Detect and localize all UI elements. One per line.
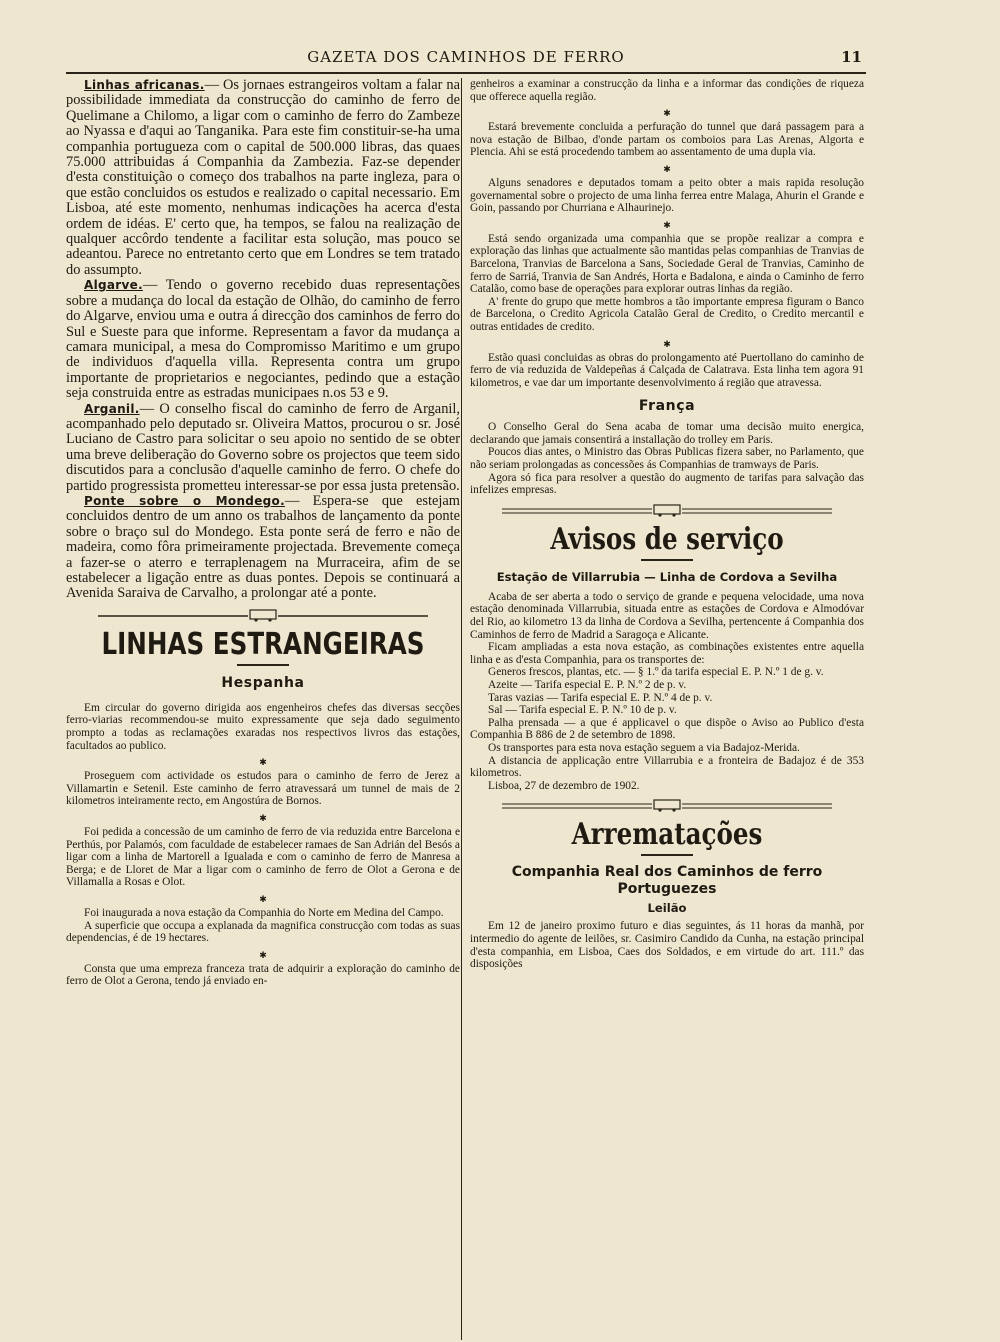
news-paragraph: Foi inaugurada a nova estação da Companhia do Norte em Medina del Campo. — [84, 906, 444, 919]
news-paragraph: genheiros a examinar a construcção da linha e a informar das condições de riqueza que offerece aquella região. — [470, 78, 864, 103]
train-ornament-icon — [502, 798, 832, 812]
news-paragraph: Sal — Tarifa especial E. P. N.º 10 de p. v. — [488, 704, 677, 717]
page-header — [66, 46, 866, 74]
news-paragraph: O Conselho Geral do Sena acaba de tomar uma decisão muito energica, declarando que jamais consentirá a installação do trolley em Paris. — [470, 421, 864, 446]
news-paragraph: Agora só fica para resolver a questão do augmento de tarifas para salvação das infelizes empresas. — [470, 471, 864, 497]
news-paragraph: A' frente do grupo que mette hombros a tão importante empresa figuram o Banco de Barcelona, o Credito Agricola Catalão Geral de Credito, o Credito mercantil e outras entidades de credito. — [470, 295, 864, 333]
subhead-hespanha: Hespanha — [221, 674, 305, 691]
subhead-estacao-villarrubia: Estação de Villarrubia — Linha de Cordova a Sevilha — [496, 569, 838, 584]
asterisk-separator: ✱ — [663, 109, 671, 120]
subhead-leilao: Leilão — [647, 901, 687, 916]
short-rule — [641, 854, 693, 856]
publication-title: GAZETA DOS CAMINHOS DE FERRO — [307, 48, 625, 66]
news-paragraph: Taras vazias — Tarifa especial E. P. N.º 4 de p. v. — [488, 691, 713, 704]
asterisk-separator: ✱ — [663, 164, 671, 175]
asterisk-separator: ✱ — [663, 220, 671, 231]
dateline: Lisboa, 27 de dezembro de 1902. — [488, 779, 640, 792]
runin-heading: Arganil. — [84, 401, 140, 416]
right-column — [470, 78, 864, 971]
news-paragraph: A superficie que occupa a explanada da magnifica construcção com todas as suas dependencias, é de 19 hectares. — [66, 919, 460, 945]
page-number: 11 — [841, 48, 862, 66]
runin-heading: Linhas africanas. — [84, 78, 205, 92]
article-algarve: Algarve.— Tendo o governo recebido duas representações sobre a mudança do local da estação de Olhão, do caminho de ferro do Algarve, enviou uma e outra á direcção dos caminhos de ferro do Sul e Sueste para que informe. Representam a favor da mudança a camara municipal, a mesa do Compromisso Maritimo e um grupo de individuos d'aquella villa. Representa contra um grupo importante de proprietarios e negociantes, pedindo que a estação seja construida entre as estradas municipaes n.os 53 e 9. — [66, 277, 460, 402]
runin-heading: Algarve. — [84, 278, 143, 293]
article-arganil: Arganil.— O conselho fiscal do caminho de ferro de Arganil, acompanhado pelo deputado sr. Oliveira Mattos, procurou o sr. José Luciano de Castro para solicitar o seu apoio no sentido de se obter uma breve deliberação do Governo sobre os projectos que teem sido discutidos para a conclusão d'aquelle caminho de ferro. O chefe do partido progressista prometteu interessar-se por essa justa pretensão. — [66, 400, 460, 494]
news-paragraph: Consta que uma empreza franceza trata de adquirir a exploração do caminho de ferro de Olot a Gerona, tendo já enviado en- — [66, 962, 460, 988]
article-linhas-africanas: Linhas africanas.— Os jornaes estrangeiros voltam a falar na possibilidade immediata da construcção do caminho de ferro de Quelimane a Chilomo, a ligar com o caminho de ferro do Zambeze ao Nyassa e d'aqui ao Tanganika. Para este fim constituir-se-ha uma companhia portugueza com o capital de 500.000 libras, das quaes 75.000 attribuidas á Companhia da Zambezia. Faz-se depender d'esta constituição o começo dos trabalhos na parte ingleza, para o que estão concluidos os estudos e realizado o capital necessario. Em Lisboa, até este momento, nenhumas indicações ha acerca d'esta ordem de idéas. E' certo que, ha tempos, se falou na realização de qualquer accôrdo tendente a facilitar esta solução, mas pouco se adeantou. Parece no entretanto certo que em Londres se tem tratado do assumpto. — [66, 77, 460, 278]
short-rule — [237, 664, 289, 666]
left-column — [66, 78, 460, 988]
train-ornament-icon — [502, 503, 832, 517]
column-divider — [461, 78, 462, 1340]
news-paragraph: Alguns senadores e deputados tomam a peito obter a mais rapida resolução governamental sobre o projecto de uma linha ferrea entre Malaga, Ahurin el Grande e Goin, passando por Churriana e Alhaurinejo. — [470, 176, 864, 215]
asterisk-separator: ✱ — [259, 950, 267, 961]
news-paragraph: Acaba de ser aberta a todo o serviço de grande e pequena velocidade, uma nova estação denominada Villarrubia, situada entre as estações de Cordova e Almodóvar del Rio, ao kilometro 13 da linha de Cordova a Sevilha, pertencente á Companhia dos Caminhos de ferro de Madrid a Saragoça e Alicante. — [470, 590, 864, 641]
news-paragraph: Em 12 de janeiro proximo futuro e dias seguintes, ás 11 horas da manhã, por intermedio do agente de leilões, sr. Casimiro Candido da Cunha, na estação principal d'esta companhia, em Lisboa, Caes dos Soldados, e em virtude do art. 111.º das disposições — [470, 920, 864, 971]
article-ponte-mondego: Ponte sobre o Mondego.— Espera-se que estejam concluidos dentro de um anno os trabalhos de lançamento da ponte sobre o braço sul do Mondego. Esta ponte será de ferro e não de madeira, como fôra primeiramente projectada. Brevemente começa a fazer-se o aterro e terraplenagem na Murraceira, afim de se estabelecer a ligação entre as duas pontes. Depois se continuará a Avenida Saraiva de Carvalho, a prolongar até a ponte. — [66, 492, 460, 602]
news-paragraph: Proseguem com actividade os estudos para o caminho de ferro de Jerez a Villamartin e Setenil. Este caminho de ferro atravessará um tunnel de mais de 2 kilometros inteiramente recto, em Angostúra de Bornos. — [66, 770, 460, 808]
train-ornament-icon — [98, 608, 428, 622]
news-paragraph: Estão quasi concluidas as obras do prolongamento até Puertollano do caminho de ferro de via reduzida de Valdepeñas á Calçada de Calatrava. Esta linha tem agora 91 kilometros, e vae dar um importante desenvolvimento á região que atravessa. — [470, 351, 864, 389]
news-paragraph: Palha prensada — a que é applicavel o que dispõe o Aviso ao Publico d'esta Companhia B 886 de 2 de setembro de 1898. — [470, 716, 864, 742]
news-paragraph: Foi pedida a concessão de um caminho de ferro de via reduzida entre Barcelona e Perthús, por Palamós, com faculdade de estabelecer ramaes de San Adrián del Besós a ligar com a linha de Martorell a Igualada e com o caminho de ferro de Manresa a Berga; e de Lloret de Mar a ligar com o caminho de ferro de Olot a Gerona e de Villamalla a Rosas e Olot. — [66, 825, 460, 889]
short-rule — [641, 559, 693, 561]
news-paragraph: Os transportes para esta nova estação seguem a via Badajoz-Merida. — [488, 741, 800, 754]
asterisk-separator: ✱ — [259, 758, 267, 769]
news-paragraph: Em circular do governo dirigida aos engenheiros chefes das diversas secções ferro-viarias recommendou-se muito expressamente que seja dado seguimento prompto a todas as reclamações exaradas nos respectivos livros das estações, facultados ao publico. — [66, 701, 460, 752]
news-paragraph: Estará brevemente concluida a perfuração do tunnel que dará passagem para a nova estação de Bilbao, d'onde partam os comboios para Las Arenas, Algorta e Plencia. Ahi se está procedendo tambem ao assentamento de uma dupla via. — [470, 121, 864, 159]
news-paragraph: Poucos dias antes, o Ministro das Obras Publicas fizera saber, no Parlamento, que não seriam prolongadas as concessões ás Companhias de tramways de Paris. — [470, 446, 864, 472]
section-title-linhas-estrangeiras: LINHAS ESTRANGEIRAS — [101, 626, 425, 662]
section-title-avisos: Avisos de serviço — [550, 521, 784, 557]
news-paragraph: Generos frescos, plantas, etc. — § 1.º da tarifa especial E. P. N.º 1 de g. v. — [488, 666, 824, 679]
asterisk-separator: ✱ — [259, 813, 267, 824]
subhead-companhia-real: Companhia Real dos Caminhos de ferro Portuguezes — [511, 864, 823, 898]
news-paragraph: Azeite — Tarifa especial E. P. N.º 2 de p. v. — [488, 679, 687, 691]
news-paragraph: Ficam ampliadas a esta nova estação, as combinações existentes entre aquella linha e as d'esta Companhia, para os transportes de: — [470, 641, 864, 666]
asterisk-separator: ✱ — [663, 339, 671, 350]
subhead-franca: França — [638, 398, 696, 415]
news-paragraph: Está sendo organizada uma companhia que se propõe realizar a compra e exploração das linhas que actualmente são mantidas pelas companhias de Tranvias de Barcelona, Tranvias de Barcelona a Sans, Sociedade Geral de Tranvias, Caminho de ferro de Sarriá, Tranvia de San Andrés, Horta e Badalona, e ainda o Caminho de ferro Catalão, como base de operações para explorar outras linhas da região. — [470, 232, 864, 296]
news-paragraph: A distancia de applicação entre Villarrubia e a fronteira de Badajoz é de 353 kilometros. — [470, 754, 864, 780]
asterisk-separator: ✱ — [259, 894, 267, 905]
runin-heading: Ponte sobre o Mondego. — [84, 493, 285, 508]
section-title-arrematacoes: Arrematações — [571, 817, 763, 853]
